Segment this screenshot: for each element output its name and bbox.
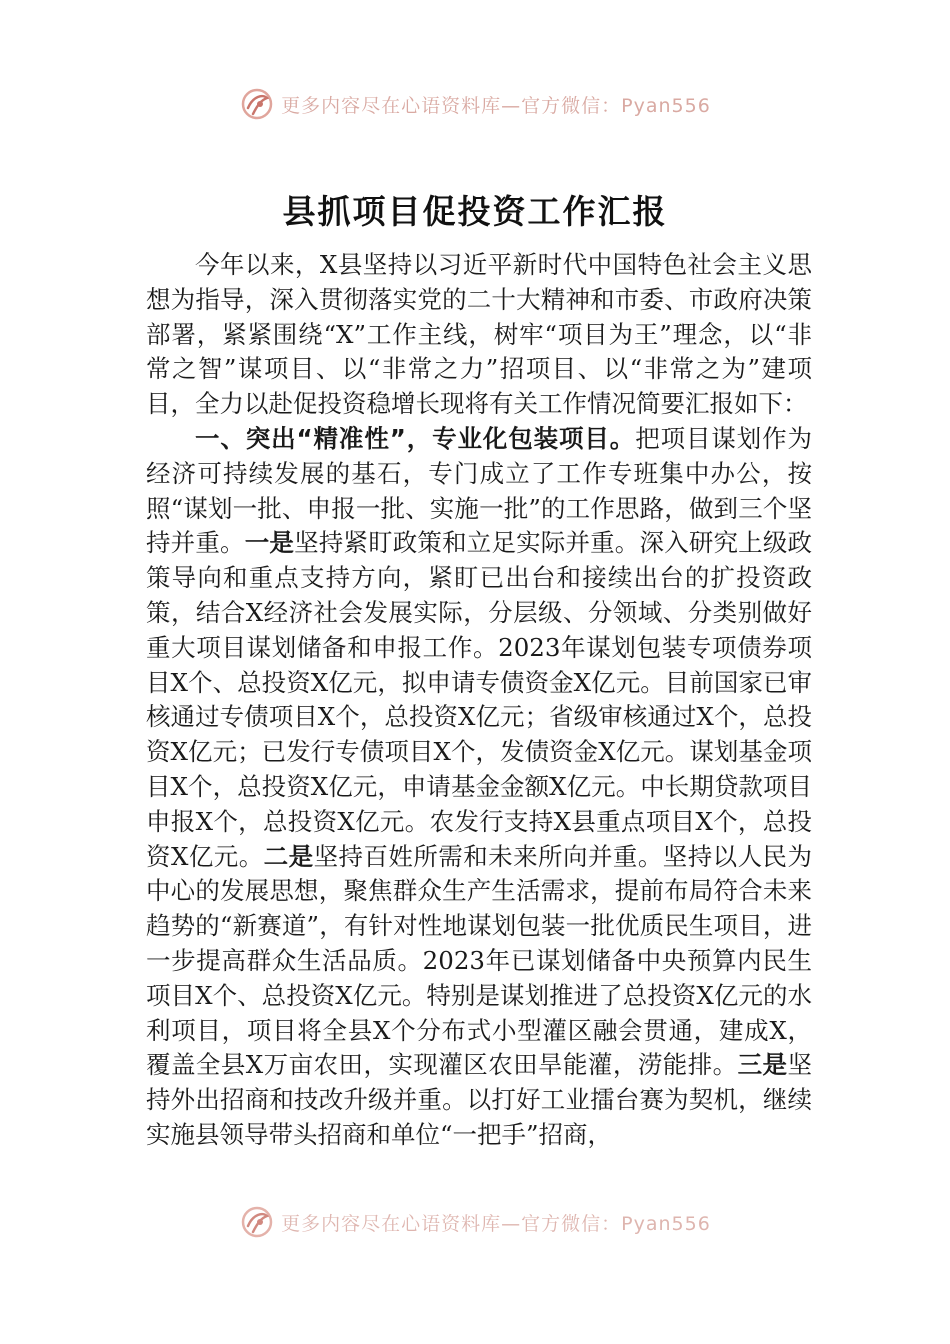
library-logo-icon (239, 1204, 275, 1240)
section-1-paragraph (146, 422, 812, 1153)
keyword-first: 一是 (244, 528, 295, 558)
watermark-text: 更多内容尽在心语资料库—官方微信：Pyan556 (281, 94, 711, 117)
section-1-text-2: 坚持紧盯政策和立足实际并重。深入研究上级政策导向和重点支持方向，紧盯已出台和接续出台的扩投资政策，结合X经济社会发展实际，分层级、分领域、分类别做好重大项目谋划储备和申报工作。2023年谋划包装专项债券项目X个、总投资X亿元，拟申请专债资金X亿元。目前国家已审核通过专债项目X个，总投资X亿元；省级审核通过X个，总投资X亿元；已发行专债项目X个，发债资金X亿元。谋划基金项目X个，总投资X亿元，申请基金金额X亿元。中长期贷款项目申报X个，总投资X亿元。农发行支持X县重点项目X个，总投资X亿元。 (146, 528, 813, 871)
section-1-text-4: 坚持外出招商和技改升级并重。以打好工业擂台赛为契机，继续实施县领导带头招商和单位“一把手”招商， (146, 1050, 812, 1149)
section-1-text-1: 把项目谋划作为经济可持续发展的基石，专门成立了工作专班集中办公，按照“谋划一批、申报一批、实施一批”的工作思路，做到三个坚持并重。 (146, 423, 813, 558)
section-1-text-3: 坚持百姓所需和未来所向并重。坚持以人民为中心的发展思想，聚焦群众生产生活需求，提前布局符合未来趋势的“新赛道”，有针对性地谋划包装一批优质民生项目，进一步提高群众生活品质。2023年已谋划储备中央预算内民生项目X个、总投资X亿元。特别是谋划推进了总投资X亿元的水利项目，项目将全县X个分布式小型灌区融会贯通，建成X，覆盖全县X万亩农田，实现灌区农田旱能灌，涝能排。 (146, 841, 812, 1080)
document-body (146, 248, 812, 1153)
section-1-heading: 一、突出“精准性”，专业化包装项目。 (195, 423, 636, 453)
watermark-footer (0, 1202, 950, 1242)
intro-paragraph: 今年以来，X县坚持以习近平新时代中国特色社会主义思想为指导，深入贯彻落实党的二十大精神和市委、市政府决策部署，紧紧围绕“X”工作主线，树牢“项目为王”理念，以“非常之智”谋项目、以“非常之力”招项目、以“非常之为”建项目，全力以赴促投资稳增长现将有关工作情况简要汇报如下： (146, 250, 812, 419)
watermark-text: 更多内容尽在心语资料库—官方微信：Pyan556 (281, 1212, 711, 1235)
document-title: 县抓项目促投资工作汇报 (282, 192, 668, 231)
library-logo-icon (239, 86, 275, 122)
watermark-header (0, 84, 950, 124)
keyword-third: 三是 (737, 1050, 788, 1080)
keyword-second: 二是 (263, 841, 314, 871)
